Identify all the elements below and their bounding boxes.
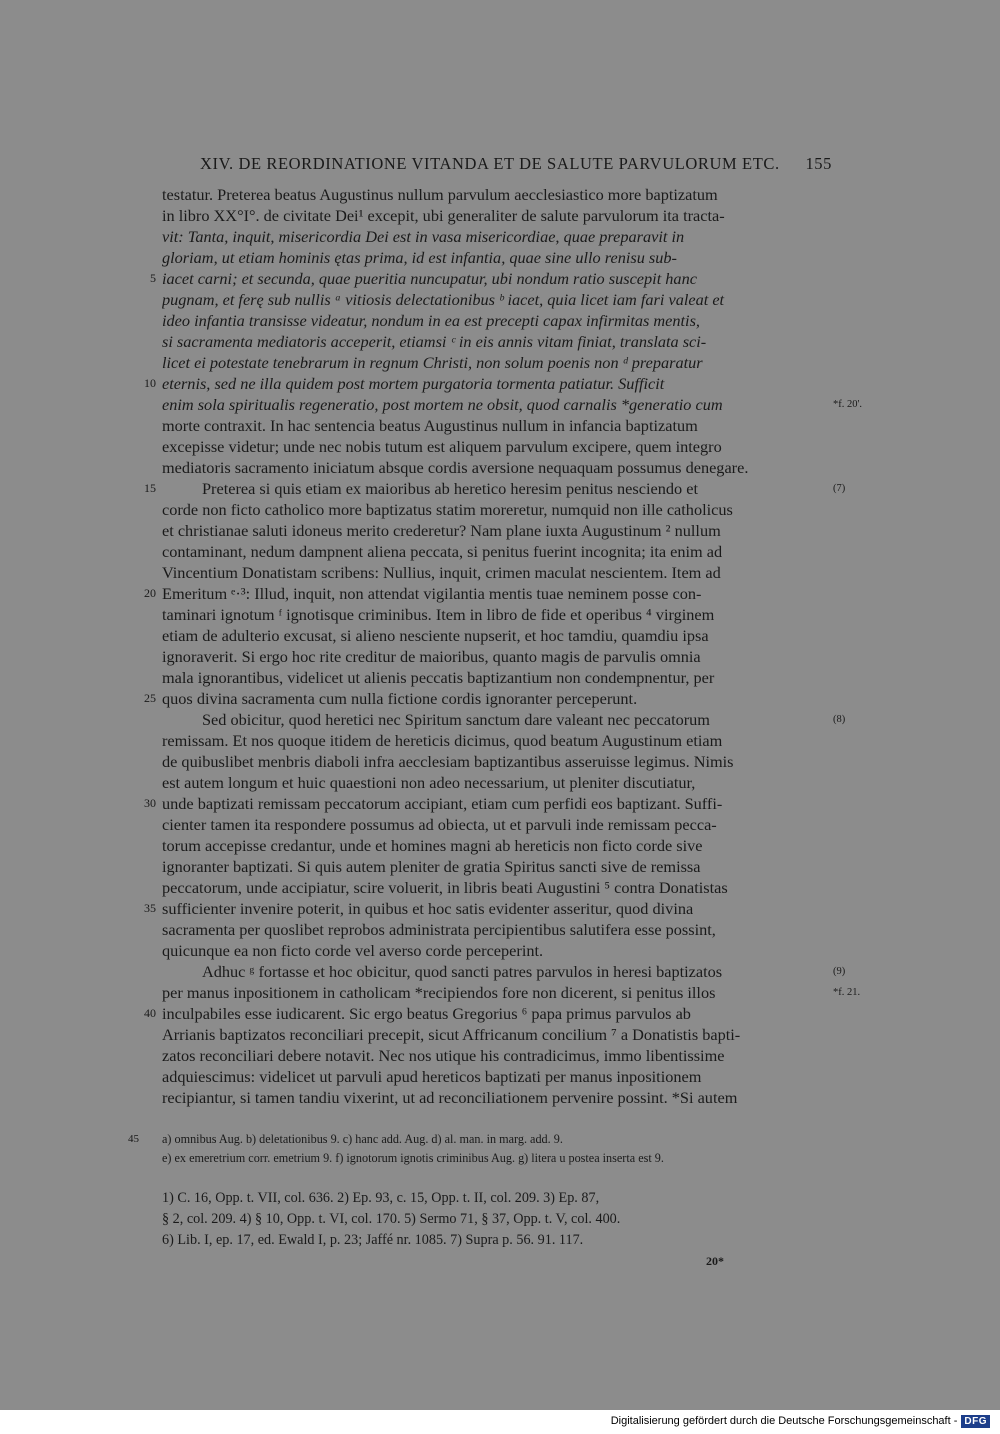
text-line: contaminant, nedum dampnent aliena peccata, si penitus fuerint incognita; ita enim ad <box>162 542 723 561</box>
text-line: sacramenta per quoslibet reprobos administrata percipientibus salutifera esse possint, <box>162 920 716 939</box>
text-line: quicunque ea non ficto corde vel averso corde perceperint. <box>162 941 544 960</box>
text-line: vit: Tanta, inquit, misericordia Dei est in vasa misericordiae, quae preparavit in <box>162 227 685 246</box>
text-line: si sacramenta mediatoris acceperit, etiamsi ᶜ in eis annis vitam finiat, translata sci- <box>162 332 707 351</box>
text-line: Adhuc ᵍ fortasse et hoc obicitur, quod sancti patres parvulos in heresi baptizatos <box>202 962 723 981</box>
line-number: 25 <box>144 691 156 705</box>
line-number: 10 <box>144 376 156 390</box>
signature-mark: 20* <box>706 1254 724 1268</box>
text-line: Vincentium Donatistam scribens: Nullius, inquit, crimen maculat nescientem. Item ad <box>162 563 721 582</box>
text-line: corde non ficto catholico more baptizatus statim moreretur, numquid non ille catholicus <box>162 500 733 519</box>
funding-notice: Digitalisierung gefördert durch die Deutsche Forschungsgemeinschaft - <box>610 1415 958 1427</box>
text-line: Emeritum ᵉ·³: Illud, inquit, non attendat vigilantia mentis tuae neminem posse con- <box>162 584 702 603</box>
text-line: zatos reconciliari debere notavit. Nec nos utique his contradicimus, immo libentissime <box>162 1046 725 1065</box>
text-line: in libro XX°I°. de civitate Dei¹ excepit, ubi generaliter de salute parvulorum ita tracta- <box>162 206 725 225</box>
section-note: (7) <box>833 483 846 494</box>
text-line: de quibuslibet menbris diaboli infra aecclesiam baptizantibus asseruisse legimus. Nimis <box>162 752 734 771</box>
text-line: torum accepisse credantur, unde et homines magni ab hereticis non ficto corde sive <box>162 836 703 855</box>
variant-note-line: e) ex emeretrium corr. emetrium 9. f) ignotorum ignotis criminibus Aug. g) litera u postea inserta est 9. <box>162 1151 664 1165</box>
digitization-footer <box>611 1412 990 1430</box>
text-line: enim sola spiritualis regeneratio, post mortem ne obsit, quod carnalis *generatio cum <box>162 395 723 414</box>
text-line: Arrianis baptizatos reconciliari precepit, sicut Affricanum concilium ⁷ a Donatistis bapti- <box>162 1025 741 1044</box>
text-line: testatur. Preterea beatus Augustinus nullum parvulum aecclesiastico more baptizatum <box>162 185 718 204</box>
line-number: 20 <box>144 586 156 600</box>
line-number: 45 <box>128 1133 139 1145</box>
text-line: unde baptizati remissam peccatorum accipiant, etiam cum perfidi eos baptizant. Suffi- <box>162 794 723 813</box>
running-title: XIV. DE REORDINATIONE VITANDA ET DE SALUTE PARVULORUM ETC. <box>200 154 780 173</box>
text-line: iacet carni; et secunda, quae pueritia nuncupatur, ubi nondum ratio suscepit hanc <box>162 269 697 288</box>
text-line: per manus inpositionem in catholicam *recipiendos fore non dicerent, si penitus illos <box>162 983 716 1002</box>
text-line: ideo infantia transisse videatur, nondum in ea est precepti capax infirmitas mentis, <box>162 311 700 330</box>
folio-note: *f. 20'. <box>833 399 863 410</box>
text-line: licet ei potestate tenebrarum in regnum Christi, non solum poenis non ᵈ preparatur <box>162 353 703 372</box>
variant-note-line: a) omnibus Aug. b) deletationibus 9. c) hanc add. Aug. d) al. man. in marg. add. 9. <box>162 1132 563 1146</box>
text-line: peccatorum, unde accipiatur, scire voluerit, in libris beati Augustini ⁵ contra Donatistas <box>162 878 728 897</box>
line-number: 15 <box>144 481 156 495</box>
line-number: 40 <box>144 1006 156 1020</box>
text-line: morte contraxit. In hac sentencia beatus Augustinus nullum in infancia baptizatum <box>162 416 698 435</box>
text-line: remissam. Et nos quoque itidem de hereticis dicimus, quod beatum Augustinum etiam <box>162 731 723 750</box>
text-line: mala ignorantibus, videlicet ut alienis peccatis baptizantium non condempnentur, per <box>162 668 715 687</box>
text-line: et christianae saluti idoneus merito crederetur? Nam plane iuxta Augustinum ² nullum <box>162 521 721 540</box>
text-line: sufficienter invenire poterit, in quibus et hoc satis evidenter asseritur, quod divina <box>162 899 694 918</box>
section-note: (9) <box>833 966 846 977</box>
text-line: excepisse videtur; unde nec nobis tutum est aliquem parvulum excipere, quem integro <box>162 437 722 456</box>
section-note: (8) <box>833 714 846 725</box>
line-number: 30 <box>144 796 156 810</box>
text-line: Preterea si quis etiam ex maioribus ab heretico heresim penitus nesciendo et <box>202 479 698 498</box>
source-note-line: § 2, col. 209. 4) § 10, Opp. t. VI, col. 170. 5) Sermo 71, § 37, Opp. t. V, col. 400. <box>162 1211 621 1227</box>
text-line: recipiantur, si tamen tandiu vixerint, ut ad reconciliationem pervenire possint. *Si autem <box>162 1088 738 1107</box>
text-line: inculpabiles esse iudicarent. Sic ergo beatus Gregorius ⁶ papa primus parvulos ab <box>162 1004 691 1023</box>
dfg-logo-icon: DFG <box>961 1415 990 1428</box>
text-line: cienter tamen ita respondere possumus ad obiecta, ut et parvuli inde remissam pecca- <box>162 815 717 834</box>
text-line: etiam de adulterio excusat, si alieno nesciente nupserit, et hoc tamdiu, quamdiu ipsa <box>162 626 709 645</box>
text-line: gloriam, ut etiam hominis ętas prima, id est infantia, quae sine ullo renisu sub- <box>162 248 677 267</box>
line-number: 5 <box>150 271 156 285</box>
text-line: pugnam, et ferę sub nullis ᵃ vitiosis delectationibus ᵇ iacet, quia licet iam fari valeat et <box>162 290 725 309</box>
source-note-line: 1) C. 16, Opp. t. VII, col. 636. 2) Ep. 93, c. 15, Opp. t. II, col. 209. 3) Ep. 87, <box>162 1190 600 1206</box>
text-line: Sed obicitur, quod heretici nec Spiritum sanctum dare valeant nec peccatorum <box>202 710 710 729</box>
text-line: eternis, sed ne illa quidem post mortem purgatoria tormenta patiatur. Sufficit <box>162 374 665 393</box>
text-line: taminari ignotum ᶠ ignotisque criminibus. Item in libro de fide et operibus ⁴ virginem <box>162 605 715 624</box>
running-header <box>200 150 832 176</box>
text-line: ignoranter baptizati. Si quis autem pleniter de gratia Spiritus sancti sive de remissa <box>162 857 701 876</box>
folio-note: *f. 21. <box>833 987 861 998</box>
line-number: 35 <box>144 901 156 915</box>
text-line: est autem longum et huic quaestioni non adeo necessarium, ut pleniter discutiatur, <box>162 773 696 792</box>
text-line: ignoraverit. Si ergo hoc rite creditur de maioribus, quanto magis de parvulis omnia <box>162 647 701 666</box>
text-line: mediatoris sacramento iniciatum absque cordis aversione nequaquam possumus denegare. <box>162 458 749 477</box>
text-line: adquiescimus: videlicet ut parvuli apud hereticos baptizati per manus inpositionem <box>162 1067 702 1086</box>
source-note-line: 6) Lib. I, ep. 17, ed. Ewald I, p. 23; Jaffé nr. 1085. 7) Supra p. 56. 91. 117. <box>162 1232 584 1248</box>
page-number: 155 <box>805 154 832 173</box>
text-line: quos divina sacramenta cum nulla fictione cordis ignoranter perceperunt. <box>162 689 638 708</box>
